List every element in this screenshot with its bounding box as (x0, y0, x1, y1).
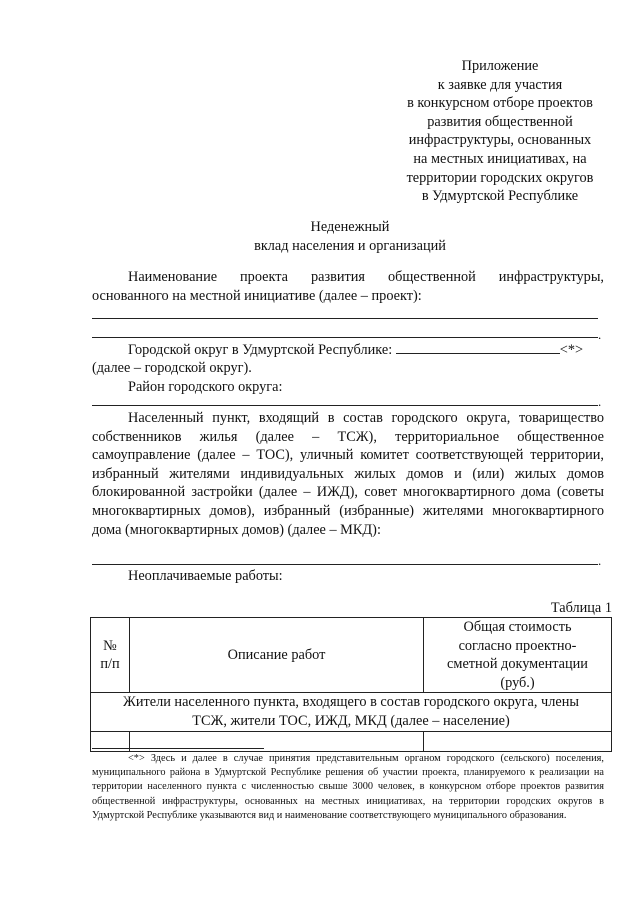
annex-line: в Удмуртской Республике (421, 188, 579, 205)
annex-line: в конкурсном отборе проектов (407, 95, 593, 112)
annex-header (360, 57, 640, 206)
annex-line: инфраструктуры, основанных (408, 132, 592, 149)
dot: . (598, 327, 602, 342)
district-row (92, 340, 604, 360)
area-label: Район городского округа: (128, 379, 283, 395)
table-cell[interactable] (424, 731, 612, 751)
document-title (90, 218, 610, 255)
group-row-line: ТСЖ, жители ТОС, ИЖД, МКД (далее – население) (192, 712, 510, 729)
header-description: Описание работ (130, 618, 424, 693)
annex-line: на местных инициативах, на (413, 150, 587, 167)
header-cost-line: Общая стоимость (463, 619, 572, 635)
works-table (90, 617, 612, 752)
project-fill-line-1[interactable] (92, 318, 598, 319)
project-label-line-1: Наименование проекта развития общественной инфраструктуры, (128, 269, 604, 285)
header-cost-line: (руб.) (500, 674, 535, 691)
header-number-line: п/п (100, 656, 120, 673)
table-group-row (91, 693, 612, 731)
header-cost-line: согласно проектно- (458, 637, 577, 654)
header-number (91, 618, 130, 693)
title-line-1: Неденежный (310, 219, 390, 235)
settlement-fill-line[interactable] (92, 564, 598, 565)
district-label: Городской округ в Удмуртской Республике: (128, 342, 393, 358)
district-after: (далее – городской округ). (92, 360, 252, 376)
project-label-line-2: основанного на местной инициативе (далее – проект): (92, 288, 422, 304)
project-fill-line-2[interactable] (92, 337, 598, 338)
annex-line: к заявке для участия (437, 76, 563, 93)
title-line-2: вклад населения и организаций (254, 237, 446, 254)
table-caption: Таблица 1 (550, 600, 612, 616)
dot: . (598, 553, 602, 568)
group-row-line: Жители населенного пункта, входящего в состав городского округа, члены (123, 694, 579, 711)
footnote (92, 752, 604, 823)
header-cost (424, 618, 612, 693)
dot: . (598, 394, 602, 409)
district-fill-line[interactable] (396, 340, 560, 354)
annex-line: территории городских округов (406, 169, 594, 186)
annex-line: развития общественной (427, 113, 573, 130)
area-fill-line[interactable] (92, 405, 598, 406)
header-cost-line: сметной документации (447, 656, 588, 673)
unpaid-label: Неоплачиваемые работы: (128, 568, 283, 584)
header-number-line: № (103, 637, 117, 654)
settlement-paragraph: Населенный пункт, входящий в состав городского округа, товарищество собственников жилья (далее – ТСЖ), территориальное общественное самоуправление (далее – ТОС), уличный комитет соответствующей территории, избранный жителями индивидуальных жилых домов и (или) жилых домов блокированной застройки (далее – ИЖД), совет многоквартирного дома (советы многоквартирных домов), избранный (избранные) жителями многоквартирного дома (многоквартирных домов) (далее – МКД): (92, 410, 604, 538)
footnote-text: <*> Здесь и далее в случае принятия представительным органом городского (сельского) поселения, муниципального района в Удмуртской Республике решения об участии проекта, планируемого к реализации на территории населенного пункта с численностью свыше 3000 человек, в конкурсном отборе проектов развития общественной инфраструктуры, основанных на местных инициативах, на территории городских округов в Удмуртской Республике указываются вид и наименование соответствующего муниципального образования. (92, 753, 604, 821)
table-header-row (91, 618, 612, 693)
annex-line: Приложение (461, 58, 539, 74)
footnote-mark: <*> (559, 342, 584, 358)
footnote-divider (92, 748, 264, 749)
group-row-cell (91, 693, 612, 731)
